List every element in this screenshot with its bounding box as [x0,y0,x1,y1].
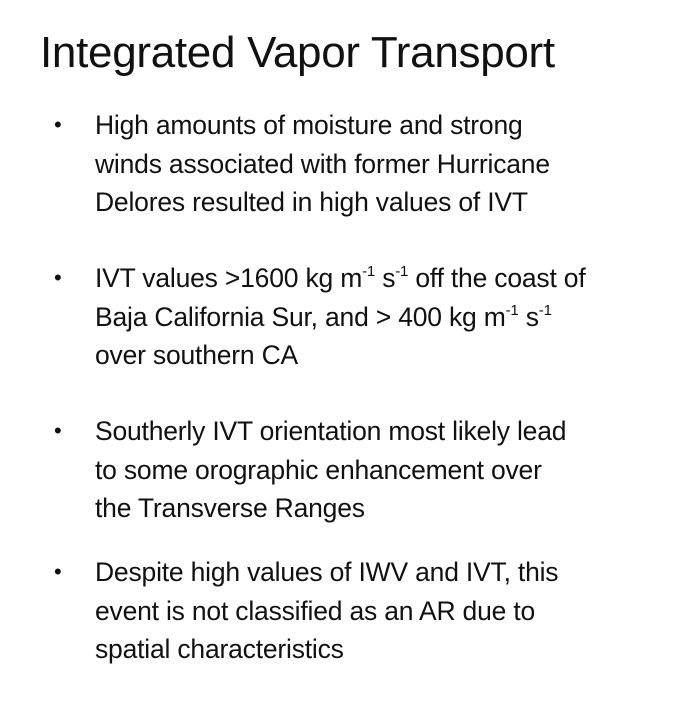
bullet-line [95,259,660,298]
bullet-marker: • [54,265,62,290]
text-segment: s [518,301,539,332]
bullet-text [95,553,660,669]
superscript: -1 [362,263,376,280]
bullet-line: over southern CA [95,340,299,370]
bullet-line: event is not classified as an AR due to [95,595,536,626]
bullet-line: winds associated with former Hurricane [95,148,550,179]
bullet-line: spatial characteristics [95,634,344,664]
bullet-line: the Transverse Ranges [95,493,365,523]
superscript: -1 [538,301,552,319]
slide-title: Integrated Vapor Transport [40,28,555,77]
bullet-text [95,259,660,375]
bullet-line: High amounts of moisture and strong [95,110,523,140]
bullet-line: Delores resulted in high values of IVT [95,187,528,217]
bullet-line: to some orographic enhancement over [95,454,542,485]
text-segment: s [375,263,396,293]
bullet-line [95,298,660,337]
superscript: -1 [395,263,409,280]
bullet-text [95,106,660,222]
text-segment: Baja California Sur, and > 400 kg m [95,301,506,332]
superscript: -1 [505,301,519,319]
bullet-marker: • [54,418,62,443]
bullet-marker: • [54,559,62,584]
text-segment: off the coast of [408,263,586,293]
text-segment: IVT values >1600 kg m [95,263,363,293]
bullet-text [95,412,660,528]
bullet-line: Southerly IVT orientation most likely lead [95,416,567,446]
bullet-marker: • [54,112,62,137]
bullet-line: Despite high values of IWV and IVT, this [95,557,559,587]
